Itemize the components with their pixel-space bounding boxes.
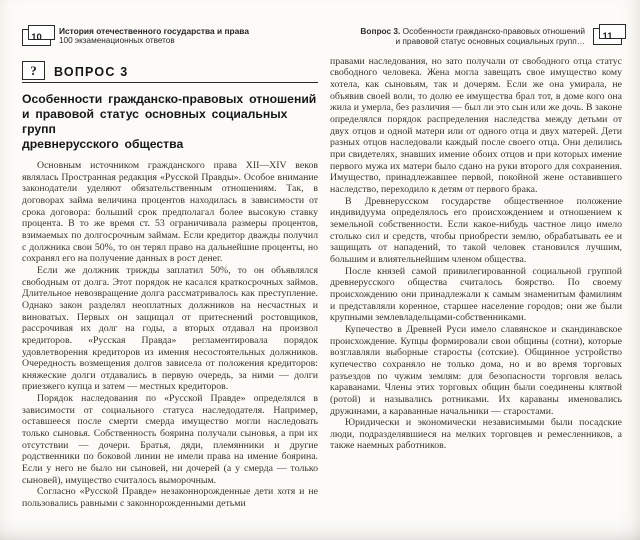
page-number-right: 11 bbox=[602, 31, 613, 42]
paragraph: В Древнерусском государстве общественное положение индивидуума определялось его происхождением и отношением к земельной собственности. Если какое-нибудь частное лицо имело столько сил и средств, чтобы приобрести землю, обрабатывать ее и защищать от нападений, то такой человек становился лучшим, большим и влиятельнейшим членом общества. bbox=[330, 195, 622, 265]
book-title-block bbox=[59, 26, 249, 46]
question-mark-glyph: ? bbox=[30, 62, 37, 78]
running-head-line1-rest: Особенности гражданско-правовых отношений bbox=[400, 26, 585, 36]
paragraph: Купечество в Древней Руси имело славянское и скандинавское происхождение. Купцы формировали свои общины (сотни), которые возглавляли выборные старосты (сотские). Общинное устройство купечество сохраняло не только дома, но и во время торговых разъездов по чужим землям: для безопасности торговля велась караванами. Члены этих торговых общин были соединены клятвой (ротой) и назывались ротниками. Их караваны именовались дружинами, а караванные начальники — старостами. bbox=[330, 323, 622, 417]
right-running-head bbox=[330, 26, 622, 47]
chapter-title-line: Особенности гражданско-правовых отношений bbox=[22, 92, 317, 106]
chapter-running-head bbox=[360, 26, 585, 47]
right-page-body bbox=[330, 56, 622, 452]
paragraph: После князей самой привилегированной социальной группой древнерусского общества считалось боярство. По своему происхождению они принадлежали к самым знаменитым фамилиям и представляли коренное, старшее население городов; они же были крупными землевладельцами-собственниками. bbox=[330, 265, 622, 324]
page-number-box-right bbox=[593, 28, 622, 45]
chapter-title-line: древнерусского общества bbox=[22, 137, 184, 151]
chapter-title-line: и правовой статус основных социальных групп bbox=[22, 107, 288, 136]
question-mark-icon bbox=[22, 61, 45, 80]
paragraph: Порядок наследования по «Русской Правде» определялся в зависимости от социального статуса наследодателя. Например, оставшееся после смерти смерда имущество могли наследовать только сыновья. Собственность боярина получали сыновья, а при их отсутствии — дочери. Братья, дяди, племянники и другие родственники по боковой линии не имели права на имение боярина. Если у него не было ни сыновей, ни дочерей (а у смерда — только сыновей), имущество считалось выморочным. bbox=[22, 393, 318, 486]
paragraph: Если же должник трижды заплатил 50%, то он объявлялся свободным от долга. Этот порядок не касался краткосрочных займов. Длительное невозвращение долга рассматривалось как преступление. Однако закон разделял неоплатных должников на несчастных и виноватых. Первых он защищал от притеснений ростовщиков, рассрочивая их долг на годы, а вторых отдавал на произвол кредиторов. «Русская Правда» регламентировала порядок удовлетворения кредиторов из имения несостоятельных должников. Очередность возмещения долгов зависела от положения кредиторов: княжеские долги отдавались в первую очередь, за ними — долги приезжего купца и затем — местных кредиторов. bbox=[22, 264, 318, 393]
running-head-question-number: Вопрос 3. bbox=[360, 26, 401, 36]
question-label: ВОПРОС 3 bbox=[54, 65, 129, 79]
left-page bbox=[22, 26, 318, 510]
book-subtitle: 100 экзаменационных ответов bbox=[59, 36, 175, 46]
right-page bbox=[330, 26, 622, 452]
running-head-line1 bbox=[360, 26, 585, 36]
page-number-left: 10 bbox=[31, 32, 42, 43]
paragraph-continuation: правами наследования, но зато получали от свободного отца статус свободного человека. Жена могла завещать свое имущество кому хотела, как сыновьям, так и дочерям. Если же она умирала, не объявив своей воли, то долю ее имущества брал тот, в доме кого она жила и умерла, без различия — был ли это сын или же дочь. В законе определялся порядок распределения наследства между детьми от двух отцов и одной матери или от одного отца и двух матерей. Дети разных отцов наследовали каждый после своего отца. Они делились при свидетелях, знавших имение обоих отцов и при которых имение первого мужа их матери было сдано на руки второго для сохранения. Имущество, принадлежавшее первой, покойной жене оставившего наследство, переходило к детям от первого брака. bbox=[330, 55, 622, 196]
left-running-head bbox=[22, 26, 318, 50]
book-title: История отечественного государства и права bbox=[59, 26, 250, 36]
paragraph: Согласно «Русской Правде» незаконнорожденные дети хотя и не пользовались равными с законнорожденными детьми bbox=[22, 486, 318, 510]
question-header bbox=[22, 61, 318, 83]
paragraph: Юридически и экономически независимыми были посадские люди, подразделявшиеся на мелких торговцев и ремесленников, а также наемных работников. bbox=[330, 417, 622, 452]
page-number-box-left bbox=[22, 29, 51, 46]
chapter-title bbox=[22, 92, 318, 152]
left-page-body bbox=[22, 160, 318, 510]
paragraph: Основным источником гражданского права XII—XIV веков являлась Пространная редакция «Русской Правды». Особое внимание законодатели уделяют обязательственным отношениям. Так, в договорах займа величина процентов находилась в зависимости от срока договора: больший срок предполагал более высокую ставку процента. В то же время ст. 53 ограничивала размеры процентов, взимаемых по долгосрочным займам. Если кредитор дважды получил с должника свои 50%, то он терял право на дальнейшие проценты, но сохранял его на получение данных в рост денег. bbox=[22, 160, 318, 265]
running-head-line2: и правовой статус основных социальных групп… bbox=[395, 36, 585, 47]
